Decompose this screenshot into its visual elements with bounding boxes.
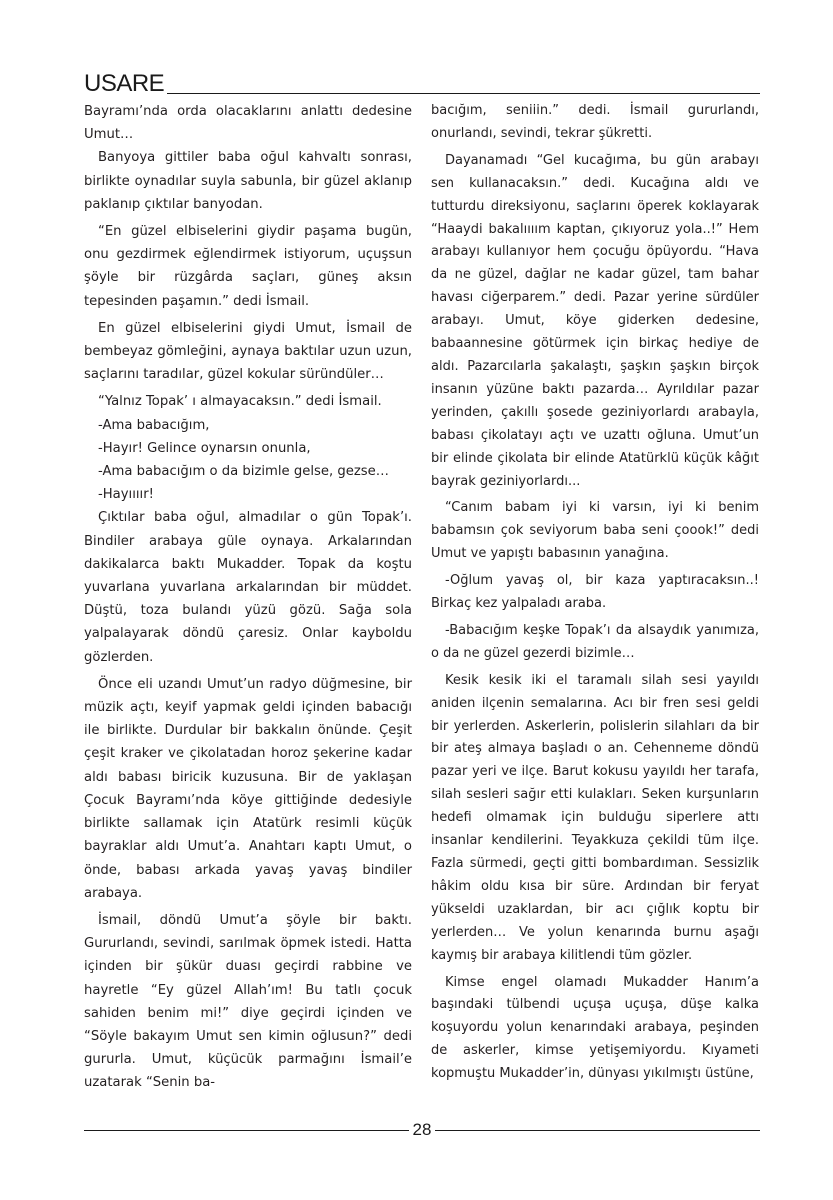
dialogue-line: -Ama babacığım, (98, 417, 210, 433)
paragraph: Kesik kesik iki el taramalı silah sesi yayıldı aniden ilçenin semalarına. Acı bir fren sesi geldi bir yerlerden. Askerlerin, polislerin silahları da bir bir ateş almaya başladı o an. Cehenneme döndü pazar yeri ve ilçe. Barut kokusu yayıldı her tarafa, silah sesleri sağır etti kulakları. Seken kurşunların hedefi olmamak için bulduğu siperlere attı insanlar kendilerini. Teyakkuza çekildi tüm ilçe. Fazla sürmedi, geçti gitti bombardıman. Sessizlik hâkim oldu kısa bir süre. Ardından bir feryat yükseldi uzaklardan, bir acı çığlık koptu bir yerlerden… Ve yolun kenarında burnu aşağı kaymış bir arabaya kilitlendi tüm gözler. (431, 672, 759, 963)
dialogue-line: -Babacığım keşke Topak’ı da alsaydık yanımıza, o da ne güzel gezerdi bizimle… (431, 622, 759, 661)
magazine-title: USARE (84, 70, 165, 97)
page-footer (84, 1120, 760, 1140)
dialogue-line: “Yalnız Topak’ ı almayacaksın.” dedi İsmail. (98, 394, 382, 410)
dialogue-line: -Hayıııır! (98, 487, 154, 503)
paragraph: Dayanamadı “Gel kucağıma, bu gün arabayı sen kullanacaksın.” dedi. Kucağına aldı ve tutturdu direksiyonu, saçlarını öperek koklayarak “Haaydi bakalıııım kaptan, çıkıyoruz yola..!” Hem arabayı kullanıyor hem çocuğu öpüyordu. “Hava da ne güzel, dağlar ne kadar güzel, tam bahar havası ciğerparem.” dedi. Pazar yerine sürdüler arabayı. Umut, köye giderken dedesine, babaannesine götürmek için birkaç hediye de aldı. Pazarcılarla şakalaştı, şaşkın şaşkın birçok insanın yüzüne baktı pazarda… Ayrıldılar pazar yerinden, çakıllı şosede geziniyorlardı arabayla, babası çikolatayı açtı ve uzattı oğluna. Umut’un bir elinde çikolata bir elinde Atatürklü küçük kâğıt bayrak geziniyorlardı... (431, 152, 759, 489)
paragraph: Kimse engel olamadı Mukadder Hanım’a başındaki tülbendi uçuşa uçuşa, düşe kalka koşuyordu yolun kenarındaki arabaya, peşinden de askerler, kimse yetişemiyordu. Kıyameti kopmuştu Mukadder’in, dünyası yıkılmıştı üstüne, (431, 974, 759, 1082)
page-number: 28 (412, 1120, 432, 1139)
dialogue-line: -Ama babacığım o da bizimle gelse, gezse… (98, 464, 389, 480)
paragraph: Banyoya gittiler baba oğul kahvaltı sonrası, birlikte oynadılar suyla sabunla, bir güzel aklanıp paklanıp çıktılar banyodan. (84, 150, 412, 212)
left-column (84, 100, 412, 1095)
footer-rule-right (435, 1130, 760, 1131)
header-rule (167, 93, 760, 94)
running-header (84, 70, 760, 96)
paragraph: Çıktılar baba oğul, almadılar o gün Topak’ı. Bindiler arabaya güle oynaya. Arkalarından dakikalarca baktı Mukadder. Topak da koştu yuvarlana yuvarlana arkalarından bir müddet. Düştü, toza bulandı yüzü gözü. Sağa sola yalpalayarak döndü çaresiz. Onlar kayboldu gözlerden. (84, 510, 412, 665)
paragraph: bacığım, seniiin.” dedi. İsmail gururlandı, onurlandı, sevindi, tekrar şükretti. (431, 103, 759, 141)
paragraph: Bayramı’nda orda olacaklarını anlattı dedesine Umut… (84, 104, 412, 143)
footer-rule-left (84, 1130, 409, 1131)
dialogue-line: -Hayır! Gelince oynarsın onunla, (98, 440, 311, 456)
right-column (431, 100, 759, 1086)
paragraph: İsmail, döndü Umut’a şöyle bir baktı. Gururlandı, sevindi, sarılmak öpmek istedi. Hatta içinden bir şükür duası geçirdi rabbine ve hayretle “Ey güzel Allah’ım! Bu tatlı çocuk sahiden benim mi!” diye geçirdi içinden ve “Söyle bakayım Umut sen kimin oğlusun?” dedi gururla. Umut, küçücük parmağını İsmail’e uzatarak “Senin ba- (84, 912, 412, 1091)
paragraph: “En güzel elbiselerini giydir paşama bugün, onu gezdirmek eğlendirmek istiyorum, uçuşsun şöyle bir rüzgârda saçları, güneş aksın tepesinden paşamın.” dedi İsmail. (84, 224, 412, 309)
paragraph: “Canım babam iyi ki varsın, iyi ki benim babamsın çok seviyorum baba seni çoook!” dedi Umut ve yapıştı babasının yanağına. (431, 500, 759, 562)
paragraph: Önce eli uzandı Umut’un radyo düğmesine, bir müzik açtı, keyif yapmak geldi içinden babacığı ile birlikte. Durdular bir bakkalın önünde. Çeşit çeşit kraker ve çikolatadan horoz şekerine kadar aldı babası biricik kuzusuna. Bir de yaklaşan Çocuk Bayramı’nda köye gittiğinde dedesiyle birlikte sallamak için Atatürk resimli küçük bayraklar aldı Umut’a. Anahtarı kaptı Umut, o önde, babası arkada yavaş yavaş bindiler arabaya. (84, 676, 412, 901)
dialogue-line: -Oğlum yavaş ol, bir kaza yaptıracaksın..! Birkaç kez yalpaladı araba. (431, 573, 759, 612)
paragraph: En güzel elbiselerini giydi Umut, İsmail de bembeyaz gömleğini, aynaya baktılar uzun uzun, saçlarını taradılar, güzel kokular süründüler… (84, 320, 412, 383)
